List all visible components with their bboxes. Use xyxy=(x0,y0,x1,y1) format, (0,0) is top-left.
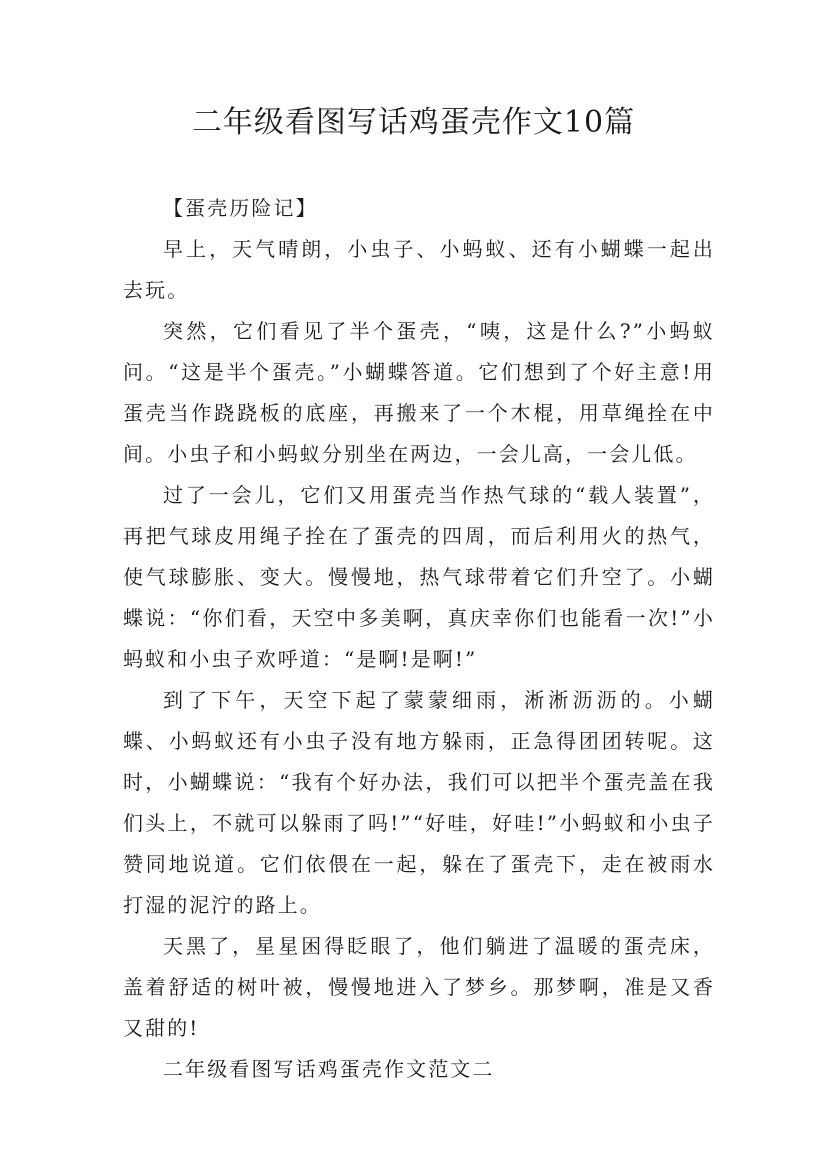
section-heading: 【蛋壳历险记】 xyxy=(163,196,318,220)
paragraph: 过了一会儿，它们又用蛋壳当作热气球的“载人装置”，再把气球皮用绳子拴在了蛋壳的四周，而后利用火的热气，使气球膨胀、变大。慢慢地，热气球带着它们升空了。小蝴蝶说：“你们看，天空中多美啊，真庆幸你们也能看一次!”小蚂蚁和小虫子欢呼道：“是啊!是啊!” xyxy=(123,483,715,671)
paragraph: 早上，天气晴朗，小虫子、小蚂蚁、还有小蝴蝶一起出去玩。 xyxy=(123,237,715,302)
document-body xyxy=(123,188,715,1090)
paragraph: 突然，它们看见了半个蛋壳，“咦，这是什么?”小蚂蚁问。“这是半个蛋壳。”小蝴蝶答道。它们想到了个好主意!用蛋壳当作跷跷板的底座，再搬来了一个木棍，用草绳拴在中间。小虫子和小蚂蚁分别坐在两边，一会儿高，一会儿低。 xyxy=(123,319,715,466)
document-title: 二年级看图写话鸡蛋壳作文10篇 xyxy=(191,105,636,140)
subsection-heading: 二年级看图写话鸡蛋壳作文范文二 xyxy=(163,1057,495,1081)
paragraph: 天黑了，星星困得眨眼了，他们躺进了温暖的蛋壳床，盖着舒适的树叶被，慢慢地进入了梦乡。那梦啊，准是又香又甜的! xyxy=(123,934,715,1040)
paragraph: 到了下午，天空下起了蒙蒙细雨，淅淅沥沥的。小蝴蝶、小蚂蚁还有小虫子没有地方躲雨，正急得团团转呢。这时，小蝴蝶说：“我有个好办法，我们可以把半个蛋壳盖在我们头上，不就可以躲雨了吗!”“好哇，好哇!”小蚂蚁和小虫子赞同地说道。它们依偎在一起，躲在了蛋壳下，走在被雨水打湿的泥泞的路上。 xyxy=(123,688,715,917)
